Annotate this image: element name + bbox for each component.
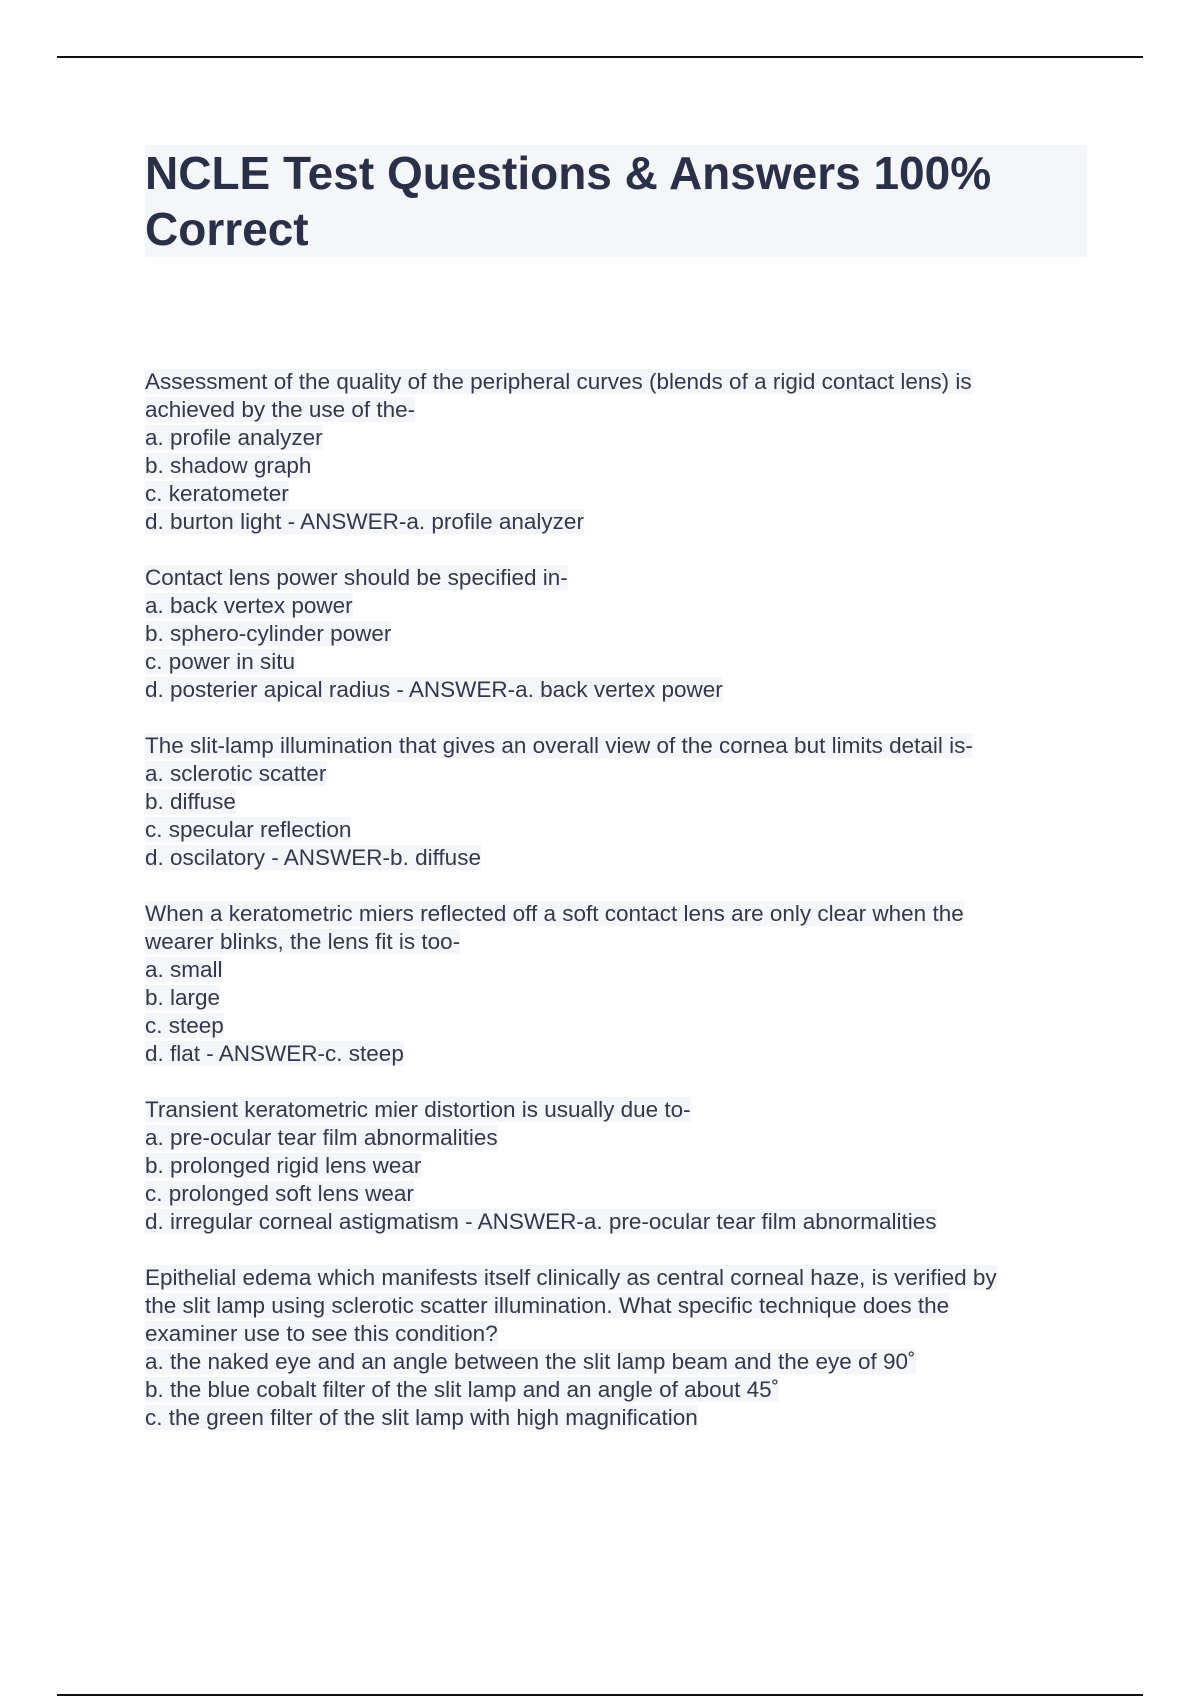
question-5-option-b: b. prolonged rigid lens wear [145, 1153, 422, 1178]
question-1-line-2: achieved by the use of the- [145, 397, 416, 422]
question-5-option-d-answer: d. irregular corneal astigmatism - ANSWER-a. pre-ocular tear film abnormalities [145, 1209, 937, 1234]
question-3-option-a: a. sclerotic scatter [145, 761, 327, 786]
title-line-2: Correct [145, 203, 309, 255]
question-6-option-c: c. the green filter of the slit lamp with high magnification [145, 1405, 698, 1430]
question-4-option-d-answer: d. flat - ANSWER-c. steep [145, 1041, 404, 1066]
title-line-1: NCLE Test Questions & Answers 100% [145, 147, 992, 199]
question-3-line-1: The slit-lamp illumination that gives an overall view of the cornea but limits detail is- [145, 733, 973, 758]
question-block-5 [145, 1096, 1085, 1236]
question-block-6 [145, 1264, 1085, 1432]
footer-rule [57, 1694, 1143, 1696]
question-6-line-3: examiner use to see this condition? [145, 1321, 498, 1346]
question-6-line-1: Epithelial edema which manifests itself clinically as central corneal haze, is verified by [145, 1265, 997, 1290]
question-1-option-d-answer: d. burton light - ANSWER-a. profile analyzer [145, 509, 584, 534]
question-6-option-a: a. the naked eye and an angle between the slit lamp beam and the eye of 90˚ [145, 1349, 916, 1374]
question-3-option-c: c. specular reflection [145, 817, 352, 842]
question-block-3 [145, 732, 1085, 872]
question-6-option-b: b. the blue cobalt filter of the slit lamp and an angle of about 45˚ [145, 1377, 780, 1402]
question-1-option-b: b. shadow graph [145, 453, 312, 478]
question-4-line-1: When a keratometric miers reflected off a soft contact lens are only clear when the [145, 901, 964, 926]
question-5-option-a: a. pre-ocular tear film abnormalities [145, 1125, 498, 1150]
question-list [145, 368, 1085, 1460]
header-rule [57, 56, 1143, 58]
question-6-line-2: the slit lamp using sclerotic scatter illumination. What specific technique does the [145, 1293, 950, 1318]
question-2-line-1: Contact lens power should be specified in- [145, 565, 568, 590]
question-5-option-c: c. prolonged soft lens wear [145, 1181, 414, 1206]
question-2-option-d-answer: d. posterier apical radius - ANSWER-a. back vertex power [145, 677, 723, 702]
question-3-option-d-answer: d. oscilatory - ANSWER-b. diffuse [145, 845, 481, 870]
question-block-1 [145, 368, 1085, 536]
question-5-line-1: Transient keratometric mier distortion is usually due to- [145, 1097, 691, 1122]
question-2-option-a: a. back vertex power [145, 593, 353, 618]
question-3-option-b: b. diffuse [145, 789, 236, 814]
question-2-option-c: c. power in situ [145, 649, 296, 674]
question-2-option-b: b. sphero-cylinder power [145, 621, 392, 646]
question-1-option-c: c. keratometer [145, 481, 289, 506]
question-block-4 [145, 900, 1085, 1068]
question-4-option-c: c. steep [145, 1013, 224, 1038]
question-4-option-a: a. small [145, 957, 223, 982]
title-block [145, 145, 1087, 257]
document-title [145, 145, 1087, 257]
question-1-line-1: Assessment of the quality of the peripheral curves (blends of a rigid contact lens) is [145, 369, 972, 394]
question-1-option-a: a. profile analyzer [145, 425, 323, 450]
question-4-option-b: b. large [145, 985, 221, 1010]
question-block-2 [145, 564, 1085, 704]
question-4-line-2: wearer blinks, the lens fit is too- [145, 929, 461, 954]
